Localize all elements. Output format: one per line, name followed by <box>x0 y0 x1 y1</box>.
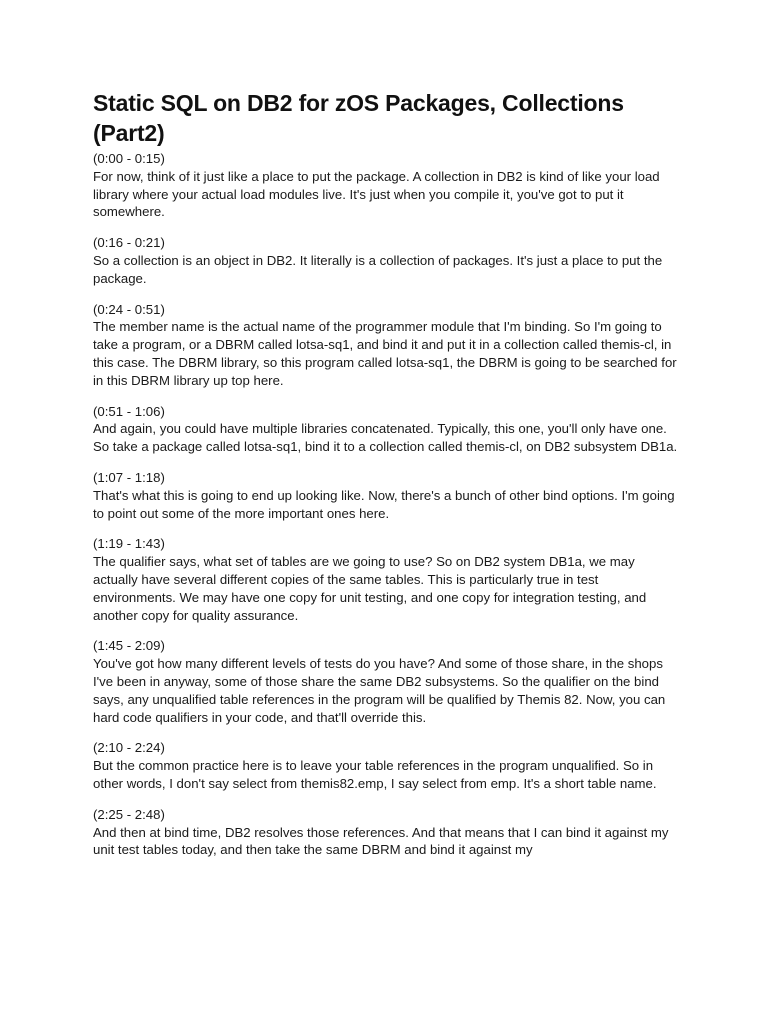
section-text: And again, you could have multiple libraries concatenated. Typically, this one, you'll only have one. So take a package called lotsa-sq1, bind it to a collection called themis-cl, on DB2 subsystem DB1a. <box>93 421 678 455</box>
section-timestamp: (1:07 - 1:18) <box>93 469 165 485</box>
transcript-section <box>93 301 683 390</box>
section-text: And then at bind time, DB2 resolves those references. And that means that I can bind it against my unit test tables today, and then take the same DBRM and bind it against my <box>93 824 669 858</box>
transcript-sections <box>93 150 683 859</box>
transcript-section <box>93 403 683 456</box>
document-page <box>93 88 683 872</box>
section-text: But the common practice here is to leave your table references in the program unqualified. So in other words, I don't say select from themis82.emp, I say select from emp. It's a short table name. <box>93 758 657 791</box>
section-timestamp: (2:25 - 2:48) <box>93 806 165 822</box>
section-text: You've got how many different levels of tests do you have? And some of those share, in the shops I've been in anyway, some of those share the same DB2 subsystems. So the qualifier on the bind says, any unqualified table references in the program will be qualified by Themis 82. Now, you can hard code qualifiers in your code, and that'll override this. <box>93 656 666 725</box>
section-timestamp: (1:45 - 2:09) <box>93 638 165 654</box>
section-text: So a collection is an object in DB2. It literally is a collection of packages. It's just a place to put the package. <box>93 252 663 286</box>
section-timestamp: (1:19 - 1:43) <box>93 536 165 552</box>
transcript-section <box>93 535 683 624</box>
transcript-section <box>93 739 683 792</box>
section-timestamp: (0:24 - 0:51) <box>93 301 165 317</box>
document-title: Static SQL on DB2 for zOS Packages, Collections (Part2) <box>93 90 624 146</box>
transcript-section <box>93 150 683 221</box>
transcript-section <box>93 806 683 859</box>
section-timestamp: (0:16 - 0:21) <box>93 235 165 251</box>
transcript-section <box>93 469 683 522</box>
section-timestamp: (0:00 - 0:15) <box>93 151 165 166</box>
section-text: The member name is the actual name of the programmer module that I'm binding. So I'm going to take a program, or a DBRM called lotsa-sq1, and bind it and put it in a collection called themis-cl, in this case. The DBRM library, so this program called lotsa-sq1, the DBRM is going to be searched for in this DBRM library up top here. <box>93 319 677 388</box>
section-text: The qualifier says, what set of tables are we going to use? So on DB2 system DB1a, we may actually have several different copies of the same tables. This is particularly true in test environments. We may have one copy for unit testing, and one copy for integration testing, and another copy for quality assurance. <box>93 554 647 623</box>
transcript-section <box>93 234 683 287</box>
transcript-section <box>93 637 683 726</box>
section-timestamp: (0:51 - 1:06) <box>93 403 165 419</box>
section-text: That's what this is going to end up looking like. Now, there's a bunch of other bind options. I'm going to point out some of the more important ones here. <box>93 487 675 521</box>
section-timestamp: (2:10 - 2:24) <box>93 740 165 756</box>
section-text: For now, think of it just like a place to put the package. A collection in DB2 is kind of like your load library where your actual load modules live. It's just when you compile it, you've got to put it somewhere. <box>93 168 660 220</box>
